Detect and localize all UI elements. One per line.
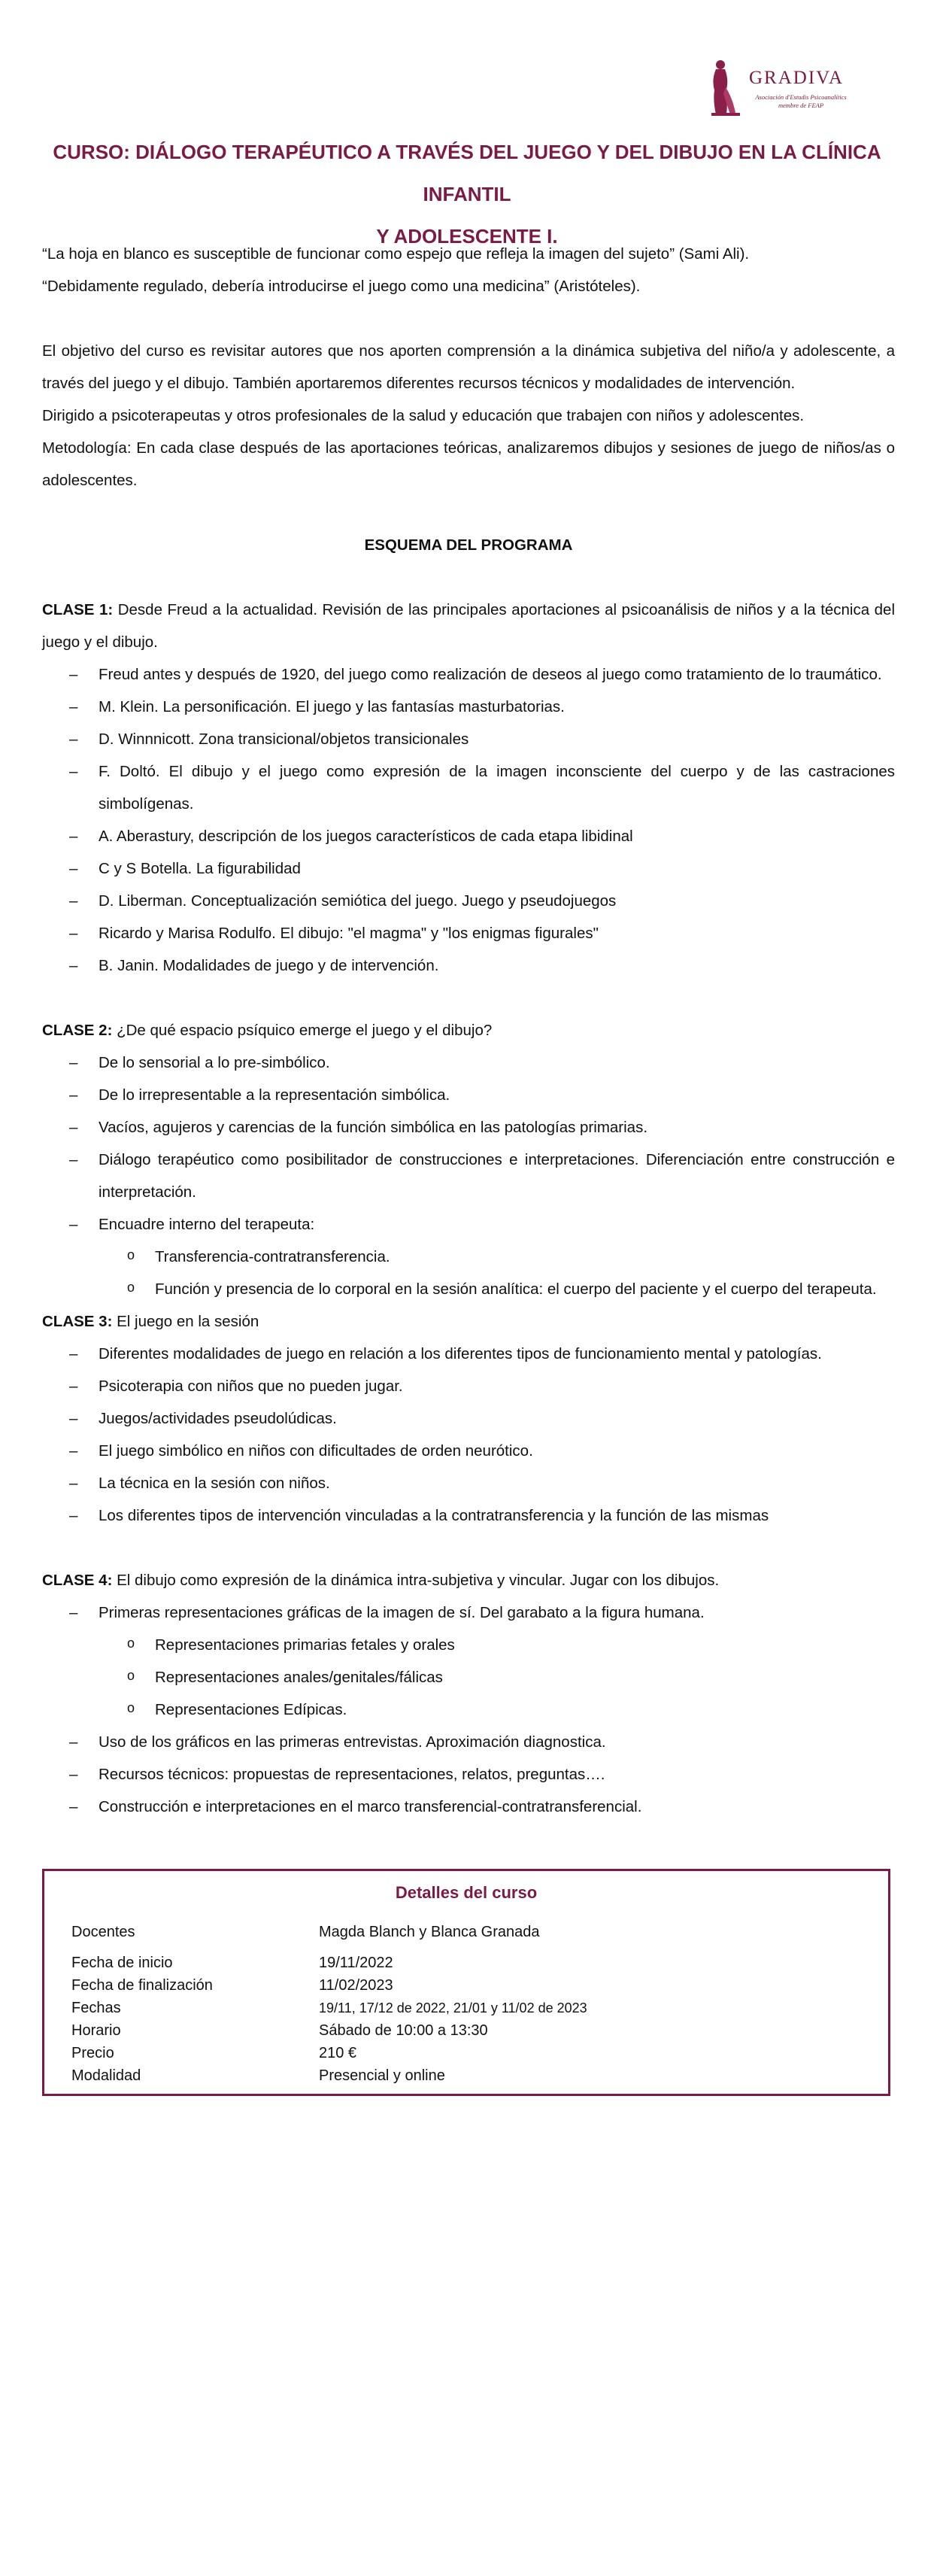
list-item: – F. Doltó. El dibujo y el juego como expresión de la imagen inconsciente del cuerpo y de las castraciones simbolígenas. bbox=[42, 755, 895, 820]
list-item: – C y S Botella. La figurabilidad bbox=[42, 852, 895, 885]
list-item: o Transferencia-contratransferencia. bbox=[99, 1241, 895, 1273]
quote-sami-ali: “La hoja en blanco es susceptible de funcionar como espejo que refleja la imagen del sujeto” (Sami Ali). bbox=[42, 245, 750, 263]
clase2-sublist bbox=[42, 1241, 895, 1305]
course-details-box: Detalles del curso Docentes Magda Blanch y Blanca Granada Fecha de inicio 19/11/2022 Fecha de finalización 11/02/2023 Fechas 19/11, 17/12 de 2022, 21/01 y 11/02 de 2023 Horario Sábado de 10:00 a 13:30 Precio 210 € Modalidad Presencial y online bbox=[42, 1869, 890, 2096]
list-item: – A. Aberastury, descripción de los juegos característicos de cada etapa libidinal bbox=[42, 820, 895, 852]
clase4-list-rest bbox=[42, 1726, 895, 1823]
logo-tagline: Asociación d'Estudis Psicoanalítics membre de FEAP bbox=[755, 93, 847, 109]
list-item: o Representaciones primarias fetales y orales bbox=[99, 1629, 895, 1661]
list-item: – Psicoterapia con niños que no pueden jugar. bbox=[42, 1370, 895, 1402]
quote-aristoteles: “Debidamente regulado, debería introducirse el juego como una medicina” (Aristóteles). bbox=[42, 278, 641, 295]
clase4-sublist bbox=[42, 1629, 895, 1726]
list-item: – M. Klein. La personificación. El juego y las fantasías masturbatorias. bbox=[42, 691, 895, 723]
list-item: – Diferentes modalidades de juego en relación a los diferentes tipos de funcionamiento mental y patologías. bbox=[42, 1338, 895, 1370]
clase4-list bbox=[42, 1596, 895, 1629]
clase4-heading: CLASE 4: El dibujo como expresión de la dinámica intra-subjetiva y vincular. Jugar con los dibujos. bbox=[42, 1572, 720, 1589]
course-title: CURSO: DIÁLOGO TERAPÉUTICO A TRAVÉS DEL JUEGO Y DEL DIBUJO EN LA CLÍNICA INFANTIL Y ADOLESCENTE I. bbox=[53, 141, 881, 248]
list-item: o Función y presencia de lo corporal en la sesión analítica: el cuerpo del paciente y el cuerpo del terapeuta. bbox=[99, 1273, 895, 1305]
details-title: Detalles del curso bbox=[395, 1883, 538, 1902]
statue-icon bbox=[705, 57, 741, 117]
list-item: – Diálogo terapéutico como posibilitador de construcciones e interpretaciones. Diferenciación entre construcción e interpretación. bbox=[42, 1144, 895, 1208]
list-item: – Primeras representaciones gráficas de la imagen de sí. Del garabato a la figura humana. bbox=[42, 1596, 895, 1629]
list-item: – D. Winnnicott. Zona transicional/objetos transicionales bbox=[42, 723, 895, 755]
list-item: – Juegos/actividades pseudolúdicas. bbox=[42, 1402, 895, 1435]
clase1-heading: CLASE 1: Desde Freud a la actualidad. Revisión de las principales aportaciones al psicoanálisis de niños y a la técnica del juego y el dibujo. bbox=[42, 601, 896, 651]
list-item: o Representaciones Edípicas. bbox=[99, 1694, 895, 1726]
clase2-list bbox=[42, 1046, 895, 1241]
programa-heading: ESQUEMA DEL PROGRAMA bbox=[364, 536, 573, 554]
list-item: – Vacíos, agujeros y carencias de la función simbólica en las patologías primarias. bbox=[42, 1111, 895, 1144]
list-item: – De lo irrepresentable a la representación simbólica. bbox=[42, 1079, 895, 1111]
list-item: – Construcción e interpretaciones en el marco transferencial-contratransferencial. bbox=[42, 1791, 895, 1823]
list-item: – De lo sensorial a lo pre-simbólico. bbox=[42, 1046, 895, 1079]
gradiva-logo bbox=[705, 57, 856, 117]
clase2-heading: CLASE 2: ¿De qué espacio psíquico emerge el juego y el dibujo? bbox=[42, 1022, 493, 1039]
clase1-list bbox=[42, 658, 895, 982]
list-item: – D. Liberman. Conceptualización semiótica del juego. Juego y pseudojuegos bbox=[42, 885, 895, 917]
list-item: – Uso de los gráficos en las primeras entrevistas. Aproximación diagnostica. bbox=[42, 1726, 895, 1758]
clase3-list bbox=[42, 1338, 895, 1532]
course-content bbox=[42, 238, 895, 1823]
list-item: – Recursos técnicos: propuestas de representaciones, relatos, preguntas…. bbox=[42, 1758, 895, 1791]
list-item: – Freud antes y después de 1920, del juego como realización de deseos al juego como tratamiento de lo traumático. bbox=[42, 658, 895, 691]
list-item: – B. Janin. Modalidades de juego y de intervención. bbox=[42, 949, 895, 982]
logo-brand: GRADIVA bbox=[749, 68, 845, 88]
intro-objective: El objetivo del curso es revisitar autores que nos aporten comprensión a la dinámica subjetiva del niño/a y adolescente, a través del juego y el dibujo. También aportaremos diferentes recursos técnicos y modalidades de intervención. bbox=[42, 342, 895, 392]
list-item: – La técnica en la sesión con niños. bbox=[42, 1467, 895, 1499]
list-item: – El juego simbólico en niños con dificultades de orden neurótico. bbox=[42, 1435, 895, 1467]
intro-methodology: Metodología: En cada clase después de las aportaciones teóricas, analizaremos dibujos y sesiones de juego de niños/as o adolescentes. bbox=[42, 439, 895, 489]
list-item: o Representaciones anales/genitales/fálicas bbox=[99, 1661, 895, 1694]
intro-audience: Dirigido a psicoterapeutas y otros profesionales de la salud y educación que trabajen con niños y adolescentes. bbox=[42, 407, 805, 424]
list-item: – Ricardo y Marisa Rodulfo. El dibujo: "el magma" y "los enigmas figurales" bbox=[42, 917, 895, 949]
list-item: – Encuadre interno del terapeuta: bbox=[42, 1208, 895, 1241]
list-item: – Los diferentes tipos de intervención vinculadas a la contratransferencia y la función de las mismas bbox=[42, 1499, 895, 1532]
clase3-heading: CLASE 3: El juego en la sesión bbox=[42, 1313, 259, 1330]
